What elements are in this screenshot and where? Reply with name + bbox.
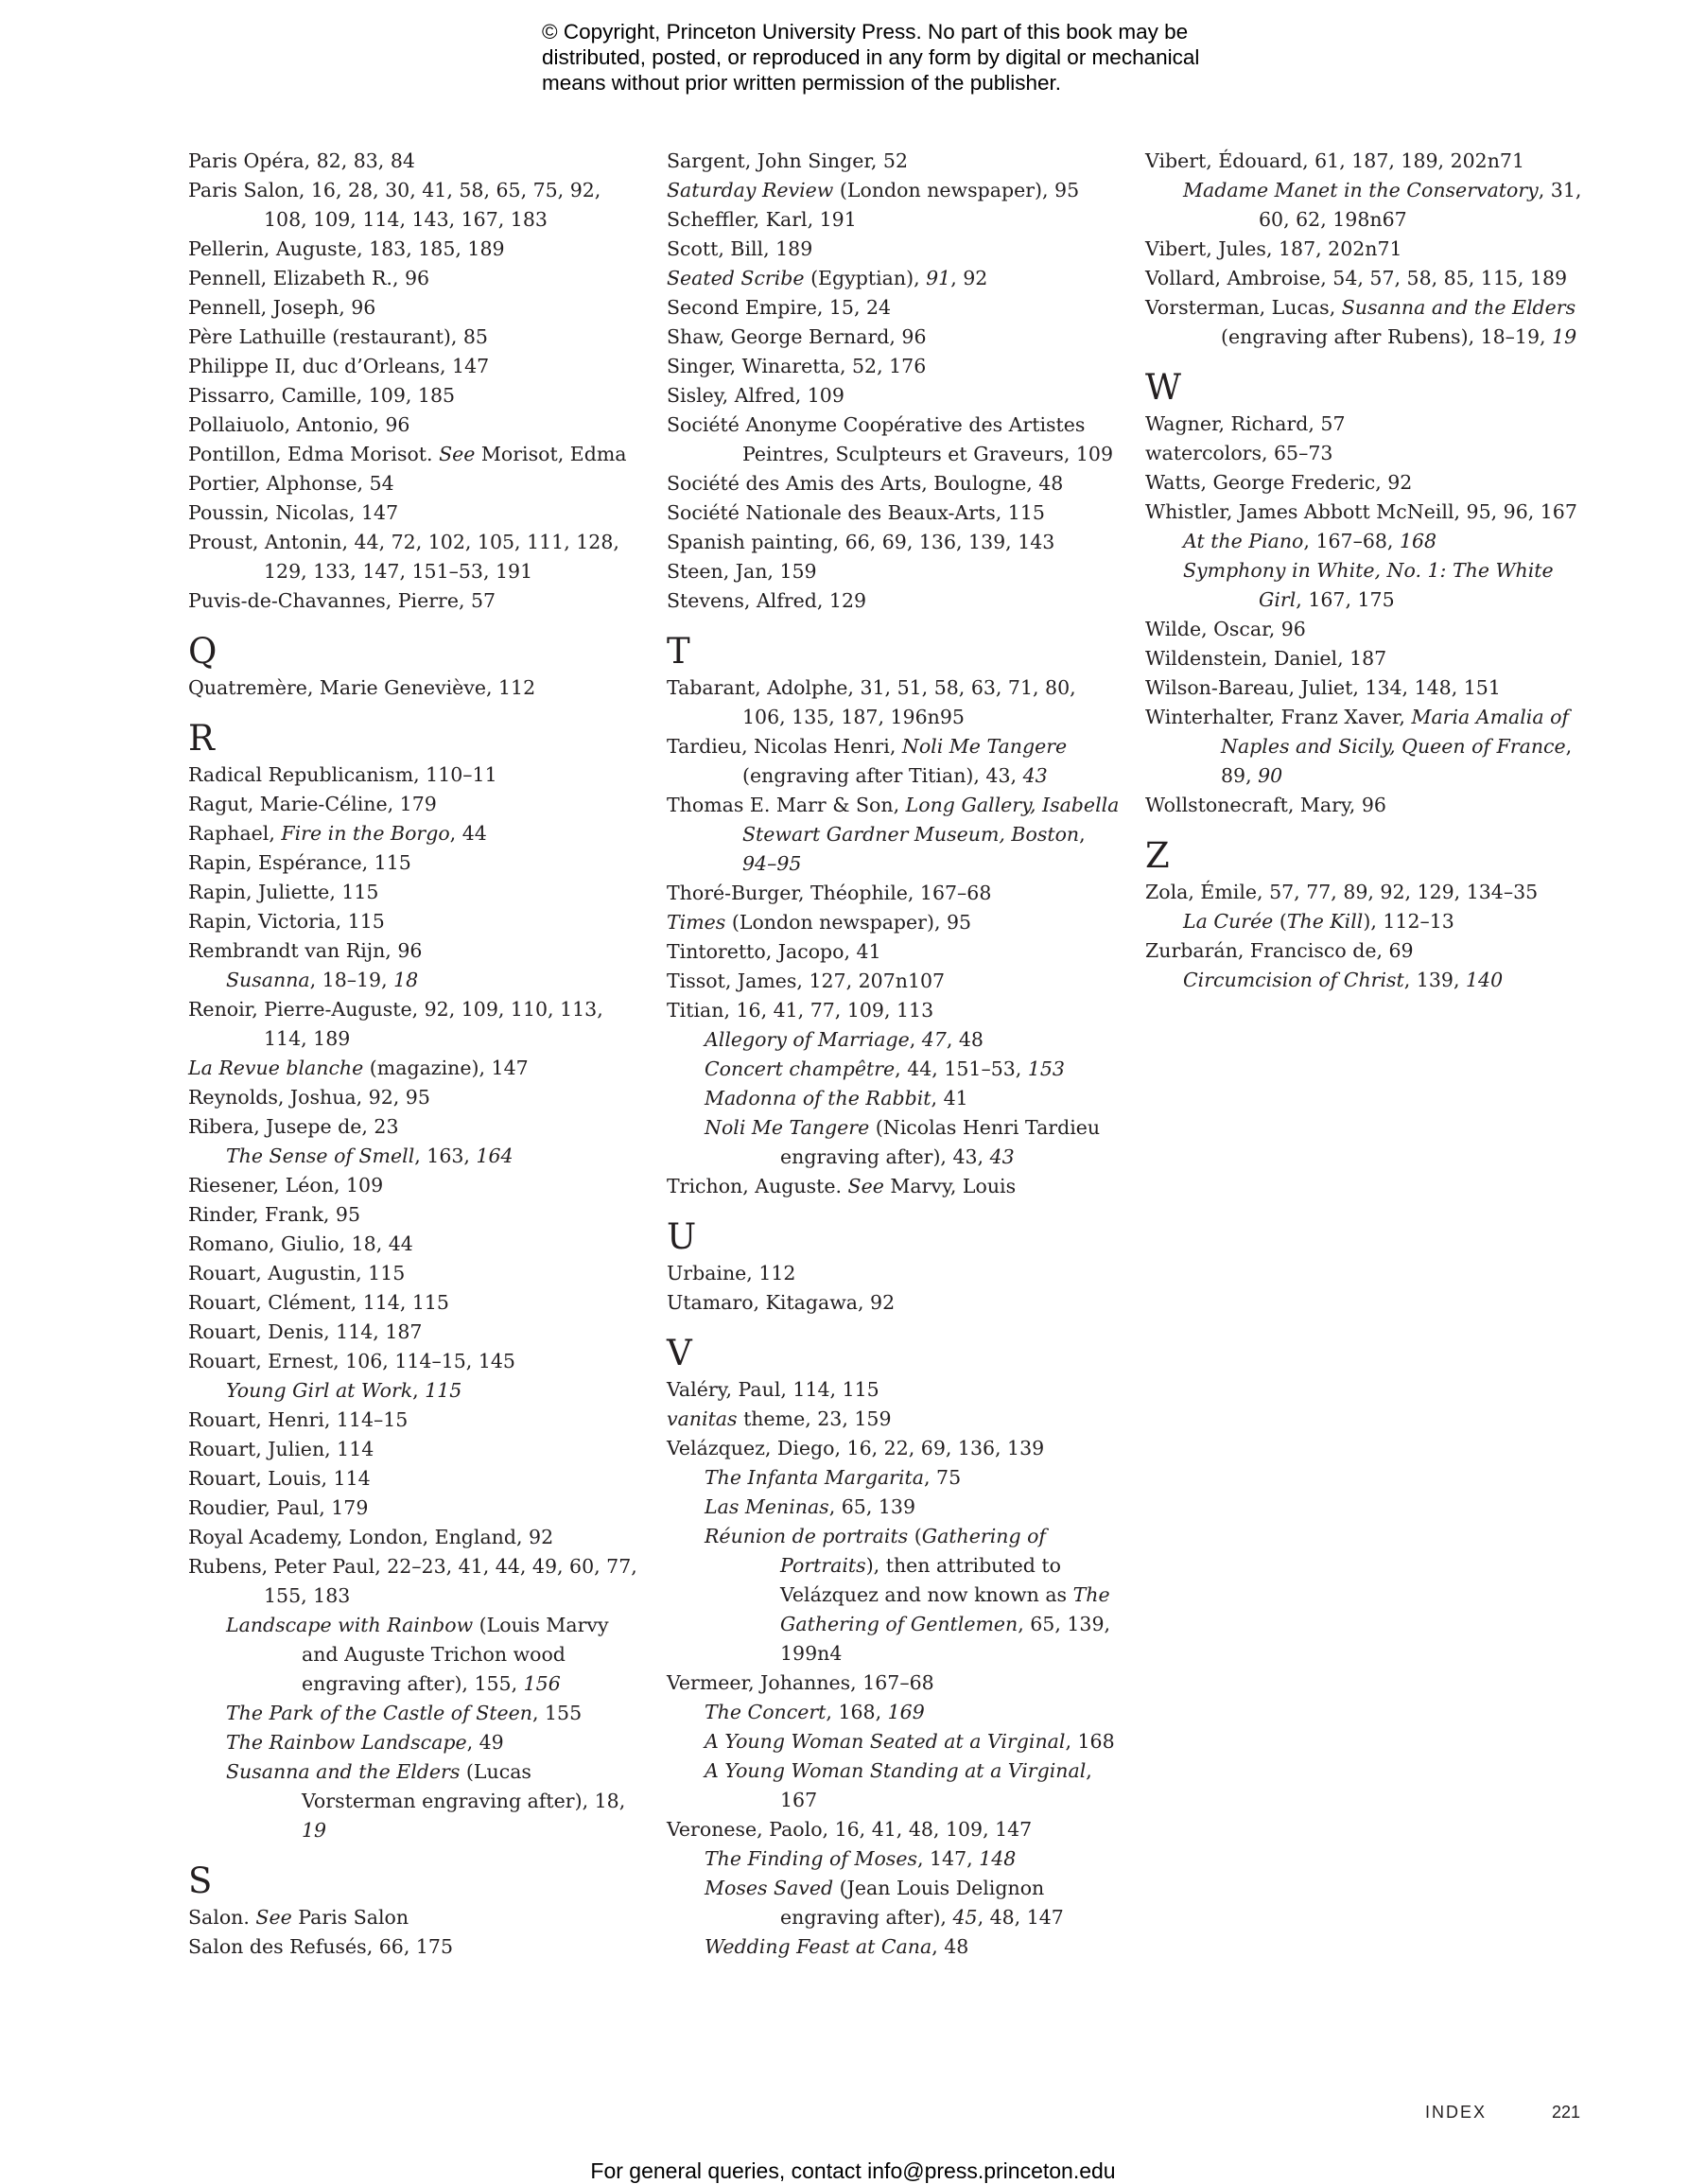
index-column-2 bbox=[667, 147, 1121, 1962]
index-entry: Titian, 16, 41, 77, 109, 113 bbox=[667, 999, 934, 1022]
index-entry: Wilde, Oscar, 96 bbox=[1145, 618, 1306, 640]
index-entry: Second Empire, 15, 24 bbox=[667, 296, 892, 319]
index-entry: Pontillon, Edma Morisot. See Morisot, Edma bbox=[188, 443, 627, 465]
index-entry: Pennell, Joseph, 96 bbox=[188, 296, 376, 319]
index-entry: Zola, Émile, 57, 77, 89, 92, 129, 134–35 bbox=[1145, 881, 1539, 903]
index-subentry: The Rainbow Landscape, 49 bbox=[226, 1731, 504, 1754]
index-entry: Wilson-Bareau, Juliet, 134, 148, 151 bbox=[1145, 676, 1501, 699]
index-entry: Zurbarán, Francisco de, 69 bbox=[1145, 939, 1414, 962]
index-entry: Watts, George Frederic, 92 bbox=[1145, 471, 1413, 494]
index-entry: Thomas E. Marr & Son, Long Gallery, Isabella Stewart Gardner Museum, Boston, 94–95 bbox=[667, 794, 1120, 875]
index-entry: Tabarant, Adolphe, 31, 51, 58, 63, 71, 80, 106, 135, 187, 196n95 bbox=[667, 676, 1076, 728]
index-entry: Rapin, Victoria, 115 bbox=[188, 910, 385, 933]
index-entry: Tintoretto, Jacopo, 41 bbox=[667, 940, 881, 963]
copyright-line: © Copyright, Princeton University Press. No part of this book may be bbox=[542, 20, 1189, 44]
index-entry: Rubens, Peter Paul, 22–23, 41, 44, 49, 60, 77, 155, 183 bbox=[188, 1555, 637, 1607]
index-entry: Ribera, Jusepe de, 23 bbox=[188, 1115, 399, 1138]
running-head: INDEX bbox=[1425, 2103, 1488, 2122]
index-subentry: Las Meninas, 65, 139 bbox=[705, 1495, 915, 1518]
index-entry: Pollaiuolo, Antonio, 96 bbox=[188, 413, 410, 436]
section-letter: S bbox=[188, 1861, 214, 1901]
index-entry: Wildenstein, Daniel, 187 bbox=[1145, 647, 1387, 670]
index-entry: Whistler, James Abbott McNeill, 95, 96, 167 bbox=[1145, 500, 1577, 523]
index-entry: Spanish painting, 66, 69, 136, 139, 143 bbox=[667, 531, 1055, 553]
index-entry: Portier, Alphonse, 54 bbox=[188, 472, 394, 495]
index-entry: Shaw, George Bernard, 96 bbox=[667, 325, 927, 348]
index-column-1 bbox=[188, 147, 642, 1962]
index-subentry: The Sense of Smell, 163, 164 bbox=[226, 1144, 514, 1167]
index-entry: Rouart, Denis, 114, 187 bbox=[188, 1320, 423, 1343]
section-letter: T bbox=[667, 631, 691, 672]
index-column-3 bbox=[1145, 147, 1599, 995]
index-entry: Velázquez, Diego, 16, 22, 69, 136, 139 bbox=[667, 1437, 1045, 1459]
section-letter: V bbox=[667, 1333, 693, 1373]
index-entry: Rouart, Clément, 114, 115 bbox=[188, 1291, 449, 1314]
index-subentry: A Young Woman Standing at a Virginal, 167 bbox=[705, 1759, 1092, 1811]
index-entry: Poussin, Nicolas, 147 bbox=[188, 501, 399, 524]
index-entry: Romano, Giulio, 18, 44 bbox=[188, 1232, 413, 1255]
index-entry: Raphael, Fire in the Borgo, 44 bbox=[188, 822, 487, 845]
index-subentry: Moses Saved (Jean Louis Delignon engraving after), 45, 48, 147 bbox=[705, 1877, 1064, 1929]
index-entry: Proust, Antonin, 44, 72, 102, 105, 111, 128, 129, 133, 147, 151–53, 191 bbox=[188, 531, 619, 583]
index-entry: Valéry, Paul, 114, 115 bbox=[667, 1378, 879, 1401]
index-entry: Times (London newspaper), 95 bbox=[667, 911, 972, 934]
index-entry: Wollstonecraft, Mary, 96 bbox=[1145, 794, 1386, 816]
index-entry: Winterhalter, Franz Xaver, Maria Amalia of Naples and Sicily, Queen of France, 89, 90 bbox=[1145, 706, 1573, 787]
section-letter: U bbox=[667, 1216, 698, 1257]
index-entry: Société Anonyme Coopérative des Artistes Peintres, Sculpteurs et Graveurs, 109 bbox=[667, 413, 1113, 465]
index-entry: Société Nationale des Beaux-Arts, 115 bbox=[667, 501, 1045, 524]
index-entry: Wagner, Richard, 57 bbox=[1145, 412, 1346, 435]
index-subentry: At the Piano, 167–68, 168 bbox=[1183, 530, 1437, 552]
index-entry: Paris Opéra, 82, 83, 84 bbox=[188, 149, 415, 172]
index-entry: Sisley, Alfred, 109 bbox=[667, 384, 844, 407]
index-subentry: The Finding of Moses, 147, 148 bbox=[705, 1847, 1017, 1870]
index-entry: vanitas theme, 23, 159 bbox=[667, 1407, 892, 1430]
index-entry: Société des Amis des Arts, Boulogne, 48 bbox=[667, 472, 1064, 495]
index-entry: Rouart, Louis, 114 bbox=[188, 1467, 371, 1490]
copyright-line: means without prior written permission of the publisher. bbox=[542, 71, 1062, 95]
index-subentry: Circumcision of Christ, 139, 140 bbox=[1183, 969, 1504, 991]
index-subentry: Réunion de portraits (Gathering of Portraits), then attributed to Velázquez and now known as The Gathering of Gentlemen, 65, 139, 199n4 bbox=[705, 1525, 1111, 1665]
index-entry: Seated Scribe (Egyptian), 91, 92 bbox=[667, 267, 988, 289]
index-subentry: Wedding Feast at Cana, 48 bbox=[705, 1935, 969, 1958]
index-entry: Salon. See Paris Salon bbox=[188, 1906, 409, 1929]
index-entry: Philippe II, duc d’Orleans, 147 bbox=[188, 355, 490, 377]
index-entry: Puvis-de-Chavannes, Pierre, 57 bbox=[188, 589, 496, 612]
index-entry: Rouart, Julien, 114 bbox=[188, 1438, 374, 1460]
index-entry: Vorsterman, Lucas, Susanna and the Elders (engraving after Rubens), 18–19, 19 bbox=[1145, 296, 1577, 348]
index-subentry: The Park of the Castle of Steen, 155 bbox=[226, 1702, 583, 1724]
index-entry: Veronese, Paolo, 16, 41, 48, 109, 147 bbox=[667, 1818, 1033, 1841]
index-subentry: Susanna and the Elders (Lucas Vorsterman engraving after), 18, 19 bbox=[226, 1760, 626, 1842]
index-subentry: Madonna of the Rabbit, 41 bbox=[705, 1087, 968, 1109]
index-entry: Scott, Bill, 189 bbox=[667, 237, 813, 260]
index-entry: La Revue blanche (magazine), 147 bbox=[188, 1057, 529, 1079]
index-entry: Père Lathuille (restaurant), 85 bbox=[188, 325, 488, 348]
index-entry: Urbaine, 112 bbox=[667, 1262, 796, 1284]
copyright-notice bbox=[542, 19, 1261, 96]
index-entry: Rouart, Ernest, 106, 114–15, 145 bbox=[188, 1350, 515, 1372]
index-entry: Singer, Winaretta, 52, 176 bbox=[667, 355, 927, 377]
index-subentry: Susanna, 18–19, 18 bbox=[226, 969, 419, 991]
index-subentry: The Infanta Margarita, 75 bbox=[705, 1466, 962, 1489]
index-entry: Trichon, Auguste. See Marvy, Louis bbox=[667, 1175, 1017, 1197]
index-entry: Rouart, Henri, 114–15 bbox=[188, 1408, 409, 1431]
index-entry: Vermeer, Johannes, 167–68 bbox=[667, 1671, 934, 1694]
index-entry: Rouart, Augustin, 115 bbox=[188, 1262, 406, 1284]
index-subentry: Young Girl at Work, 115 bbox=[226, 1379, 462, 1402]
section-letter: W bbox=[1145, 367, 1183, 408]
index-subentry: A Young Woman Seated at a Virginal, 168 bbox=[705, 1730, 1115, 1753]
section-letter: R bbox=[188, 718, 216, 759]
index-entry: Vibert, Édouard, 61, 187, 189, 202n71 bbox=[1145, 149, 1524, 172]
index-entry: Riesener, Léon, 109 bbox=[188, 1174, 384, 1197]
index-entry: Vibert, Jules, 187, 202n71 bbox=[1145, 237, 1402, 260]
index-entry: Sargent, John Singer, 52 bbox=[667, 149, 908, 172]
index-entry: Radical Republicanism, 110–11 bbox=[188, 763, 497, 786]
index-entry: Pellerin, Auguste, 183, 185, 189 bbox=[188, 237, 505, 260]
index-entry: Saturday Review (London newspaper), 95 bbox=[667, 179, 1080, 201]
copyright-line: distributed, posted, or reproduced in any form by digital or mechanical bbox=[542, 45, 1200, 69]
index-entry: Utamaro, Kitagawa, 92 bbox=[667, 1291, 896, 1314]
index-entry: Rapin, Juliette, 115 bbox=[188, 881, 379, 903]
index-entry: Salon des Refusés, 66, 175 bbox=[188, 1935, 453, 1958]
index-subentry: Allegory of Marriage, 47, 48 bbox=[705, 1028, 984, 1051]
section-letter: Q bbox=[188, 631, 218, 672]
index-entry: Rapin, Espérance, 115 bbox=[188, 851, 411, 874]
index-entry: Pennell, Elizabeth R., 96 bbox=[188, 267, 430, 289]
index-subentry: La Curée (The Kill), 112–13 bbox=[1183, 910, 1454, 933]
index-entry: Rinder, Frank, 95 bbox=[188, 1203, 361, 1226]
index-subentry: Symphony in White, No. 1: The White Girl, 167, 175 bbox=[1183, 559, 1554, 611]
index-entry: Rembrandt van Rijn, 96 bbox=[188, 939, 423, 962]
index-entry: Vollard, Ambroise, 54, 57, 58, 85, 115, 189 bbox=[1145, 267, 1568, 289]
index-subentry: Concert champêtre, 44, 151–53, 153 bbox=[705, 1057, 1065, 1080]
index-subentry: Noli Me Tangere (Nicolas Henri Tardieu engraving after), 43, 43 bbox=[705, 1116, 1101, 1168]
index-entry: Renoir, Pierre-Auguste, 92, 109, 110, 113, 114, 189 bbox=[188, 998, 603, 1050]
index-entry: Scheffler, Karl, 191 bbox=[667, 208, 857, 231]
index-entry: Paris Salon, 16, 28, 30, 41, 58, 65, 75, 92, 108, 109, 114, 143, 167, 183 bbox=[188, 179, 601, 231]
index-entry: Reynolds, Joshua, 92, 95 bbox=[188, 1086, 430, 1109]
index-entry: Royal Academy, London, England, 92 bbox=[188, 1526, 554, 1548]
index-entry: Tissot, James, 127, 207n107 bbox=[667, 970, 946, 992]
index-entry: Thoré-Burger, Théophile, 167–68 bbox=[667, 882, 992, 904]
index-subentry: Madame Manet in the Conservatory, 31, 60, 62, 198n67 bbox=[1183, 179, 1582, 231]
index-subentry: Landscape with Rainbow (Louis Marvy and Auguste Trichon wood engraving after), 155, 156 bbox=[226, 1614, 609, 1695]
index-entry: Roudier, Paul, 179 bbox=[188, 1496, 369, 1519]
section-letter: Z bbox=[1145, 835, 1171, 876]
index-entry: Steen, Jan, 159 bbox=[667, 560, 817, 583]
index-entry: Stevens, Alfred, 129 bbox=[667, 589, 867, 612]
index-subentry: The Concert, 168, 169 bbox=[705, 1701, 925, 1723]
index-entry: watercolors, 65–73 bbox=[1145, 442, 1333, 464]
index-entry: Ragut, Marie-Céline, 179 bbox=[188, 793, 437, 815]
index-entry: Quatremère, Marie Geneviève, 112 bbox=[188, 676, 536, 699]
queries-footer: For general queries, contact info@press.princeton.edu bbox=[590, 2158, 1116, 2183]
index-entry: Pissarro, Camille, 109, 185 bbox=[188, 384, 456, 407]
page-number: 221 bbox=[1552, 2103, 1581, 2122]
index-entry: Tardieu, Nicolas Henri, Noli Me Tangere (engraving after Titian), 43, 43 bbox=[667, 735, 1068, 787]
